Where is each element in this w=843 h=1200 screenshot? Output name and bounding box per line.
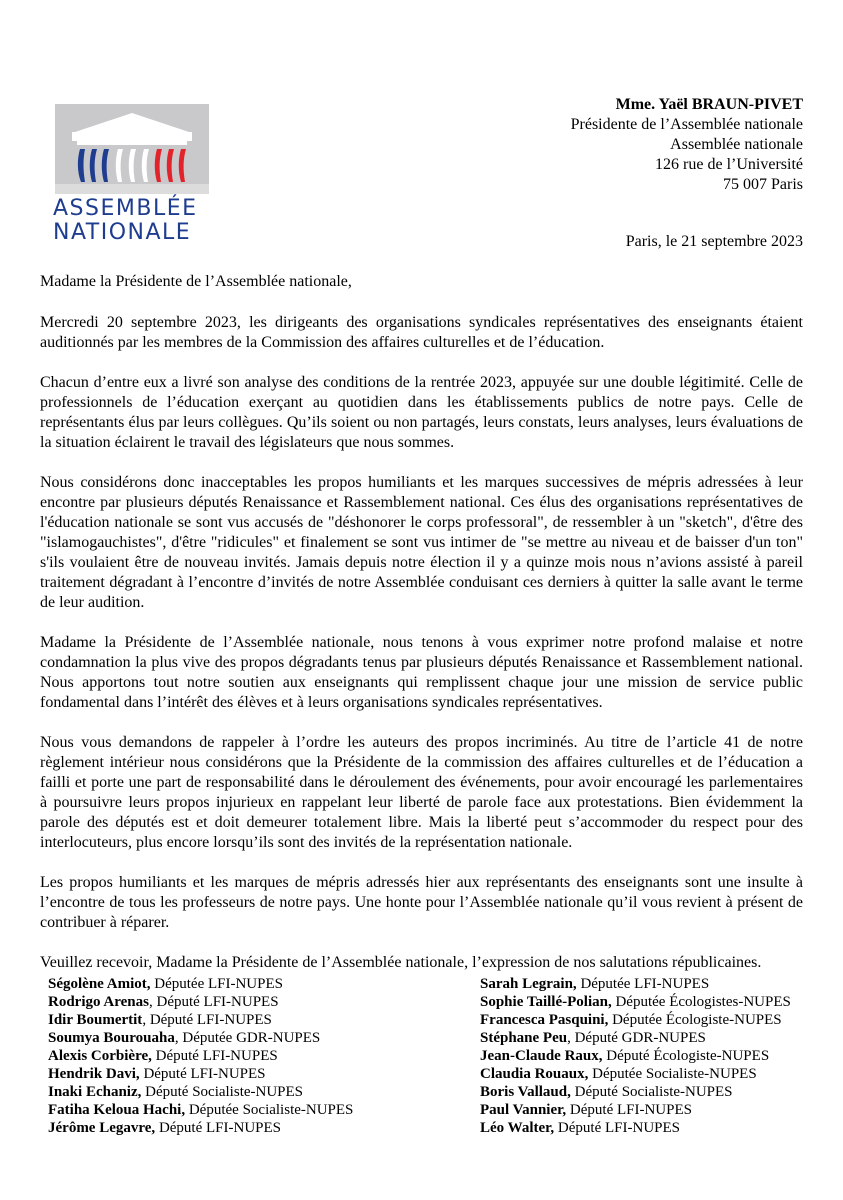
signatory	[480, 1101, 791, 1119]
signatory-name: Idir Boumertit	[48, 1012, 143, 1028]
signatory-name: Soumya Bourouaha	[48, 1030, 175, 1046]
signatory-role: Députée Écologistes-NUPES	[611, 994, 791, 1010]
signatory-role: Député Écologiste-NUPES	[602, 1048, 770, 1064]
recipient-address	[571, 95, 803, 195]
closing-formula: Veuillez recevoir, Madame la Présidente de l’Assemblée nationale, l’expression de nos salutations républicaines.	[40, 954, 762, 971]
signatory	[48, 1083, 353, 1101]
signatory	[480, 1065, 791, 1083]
logo-wordmark	[53, 197, 211, 245]
signatory-role: Député Socialiste-NUPES	[570, 1084, 733, 1100]
signatory	[48, 993, 353, 1011]
signatory-role: Députée Socialiste-NUPES	[185, 1102, 354, 1118]
signatory	[480, 975, 791, 993]
signatory	[48, 1101, 353, 1119]
signatory	[480, 993, 791, 1011]
signatory-role: Députée Socialiste-NUPES	[588, 1066, 757, 1082]
signatory-name: Léo Walter,	[480, 1120, 555, 1136]
paragraph: Chacun d’entre eux a livré son analyse des conditions de la rentrée 2023, appuyée sur une double légitimité. Celle de professionnels de l’éducation exerçant au quotidien dans les établissements publics de notre pays. Celle de représentants élus par leurs collègues. Qu’ils soient ou non partagés, leurs constats, leurs analyses, leurs évaluations de la situation éclairent le travail des législateurs que nous sommes.	[40, 374, 803, 451]
paragraph: Les propos humiliants et les marques de mépris adressés hier aux représentants des enseignants sont une insulte à l’encontre de tous les professeurs de notre pays. Une honte pour l’Assemblée nationale qu’il vous revient à présent de contribuer à réparer.	[40, 874, 803, 931]
signatory-role: Député LFI-NUPES	[151, 1048, 278, 1064]
signatory	[48, 1065, 353, 1083]
signatory-name: Sophie Taillé-Polian,	[480, 994, 612, 1010]
signatory-name: Jean-Claude Raux,	[480, 1048, 603, 1064]
recipient-line: Présidente de l’Assemblée nationale	[570, 116, 803, 133]
salutation: Madame la Présidente de l’Assemblée nationale,	[40, 273, 352, 290]
signatory	[480, 1047, 791, 1065]
signatory-name: Rodrigo Arenas	[48, 994, 149, 1010]
signatory-name: Hendrik Davi,	[48, 1066, 140, 1082]
signatory	[480, 1029, 791, 1047]
recipient-line: 75 007 Paris	[723, 176, 803, 193]
signatory-role: Député LFI-NUPES	[139, 1066, 266, 1082]
signatory-role: Députée LFI-NUPES	[150, 976, 283, 992]
signatory-role: Député LFI-NUPES	[554, 1120, 680, 1136]
paragraph: Nous vous demandons de rappeler à l’ordre les auteurs des propos incriminés. Au titre de l’article 41 de notre règlement intérieur nous considérons que la Présidente de la commission des affaires culturelles et de l’éducation a failli et porte une part de responsabilité dans le déroulement des événements, pour avoir encouragé les parlementaires à poursuivre leurs propos injurieux en rappelant leur liberté de parole face aux protestations. Bien évidemment la parole des députés est et doit demeurer totalement libre. Mais la liberté peut s’accommoder du respect pour des interlocuteurs, plus encore lorsqu’ils sont des invités de la représentation nationale.	[40, 734, 803, 851]
palais-bourbon-icon	[55, 104, 209, 194]
signatory-name: Francesca Pasquini,	[480, 1012, 609, 1028]
signatory-role: Député LFI-NUPES	[566, 1102, 692, 1118]
paragraph: Madame la Présidente de l’Assemblée nationale, nous tenons à vous exprimer notre profond malaise et notre condamnation la plus vive des propos dégradants tenus par plusieurs députés Renaissance et Rassemblement national. Nous apportons tout notre soutien aux enseignants qui remplissent chaque jour une mission de service public fondamental dans l’intérêt des élèves et à leurs organisations syndicales représentatives.	[40, 634, 803, 711]
signatories-left-column	[48, 975, 353, 1137]
letter-body	[40, 272, 803, 993]
signatory-role: , Députée GDR-NUPES	[174, 1030, 321, 1046]
signatory-role: Député Socialiste-NUPES	[141, 1084, 304, 1100]
signatory-name: Fatiha Keloua Hachi,	[48, 1102, 186, 1118]
signatory-role: Députée LFI-NUPES	[576, 976, 710, 992]
logo-line-2: NATIONALE	[53, 220, 192, 245]
signatory	[480, 1011, 791, 1029]
signatory	[48, 1119, 353, 1137]
signatory	[480, 1083, 791, 1101]
signatory-name: Alexis Corbière,	[48, 1048, 152, 1064]
signatory	[48, 1029, 353, 1047]
signatory-name: Claudia Rouaux,	[480, 1066, 589, 1082]
signatory-role: , Député LFI-NUPES	[142, 1012, 272, 1028]
signatory	[48, 1047, 353, 1065]
signatory-name: Sarah Legrain,	[480, 976, 577, 992]
assemblee-nationale-logo	[53, 104, 211, 245]
signatories-right-column	[480, 975, 791, 1137]
recipient-line: Assemblée nationale	[670, 136, 803, 153]
signatory-name: Inaki Echaniz,	[48, 1084, 142, 1100]
paragraph: Mercredi 20 septembre 2023, les dirigeants des organisations syndicales représentatives des enseignants étaient auditionnés par les membres de la Commission des affaires culturelles et de l’éducation.	[40, 314, 803, 351]
signatory-role: Député LFI-NUPES	[155, 1120, 282, 1136]
signatory-role: , Député LFI-NUPES	[148, 994, 279, 1010]
recipient-line: 126 rue de l’Université	[655, 156, 803, 173]
signatory-name: Ségolène Amiot,	[48, 976, 151, 992]
logo-line-1: ASSEMBLÉE	[53, 196, 198, 221]
letter-date: Paris, le 21 septembre 2023	[625, 233, 803, 250]
signatory-name: Stéphane Peu	[480, 1030, 568, 1046]
signatory-name: Boris Vallaud,	[480, 1084, 571, 1100]
signatory-role: , Député GDR-NUPES	[567, 1030, 706, 1046]
signatory	[480, 1119, 791, 1137]
signatory	[48, 1011, 353, 1029]
signatory-role: Députée Écologiste-NUPES	[608, 1012, 782, 1028]
recipient-name: Mme. Yaël BRAUN-PIVET	[615, 96, 803, 113]
signatory-name: Jérôme Legavre,	[48, 1120, 156, 1136]
signatory-name: Paul Vannier,	[480, 1102, 567, 1118]
signatory	[48, 975, 353, 993]
paragraph: Nous considérons donc inacceptables les propos humiliants et les marques successives de mépris adressées à leur encontre par plusieurs députés Renaissance et Rassemblement national. Ces élus des organisations représentatives de l'éducation nationale se sont vus accusés de "déshonorer le corps professoral", de ressembler à un "sketch", d'être des "islamogauchistes", d'être "ridicules" et finalement se sont vus intimer de "se mettre au niveau et de baisser d'un ton" s'ils voulaient être de nouveau invités. Jamais depuis notre élection il y a quinze mois nous n’avions assisté à pareil traitement dégradant à l’encontre d’invités de notre Assemblée conduisant ces derniers à quitter la salle avant le terme de leur audition.	[40, 474, 803, 611]
